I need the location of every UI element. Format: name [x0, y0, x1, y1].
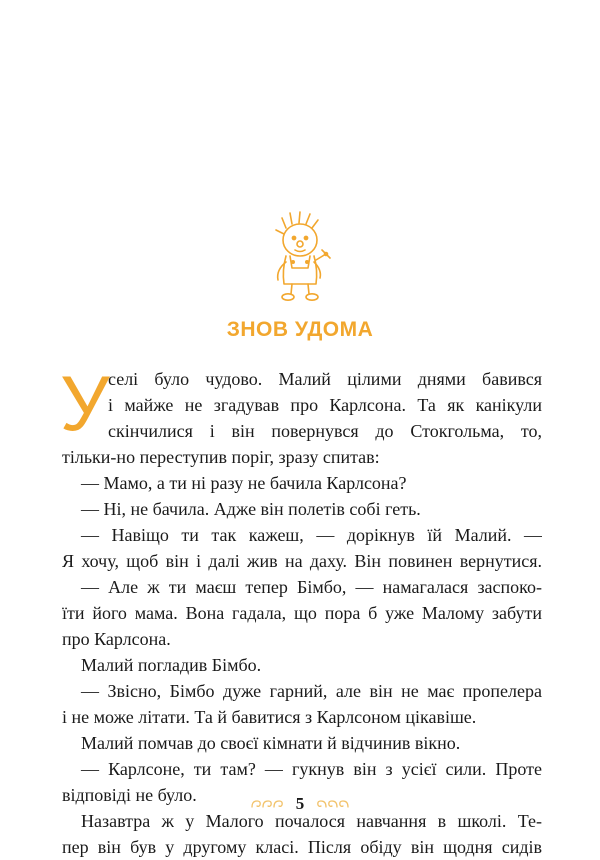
- text-line: відповіді не було.: [62, 785, 197, 805]
- text-line: — Звісно, Бімбо дуже гарний, але він не має пропелера: [81, 681, 542, 701]
- text-line: Малий помчав до своєї кімнати й відчинив вікно.: [81, 733, 461, 753]
- karlson-figure-icon: [262, 210, 338, 306]
- text-line: — Але ж ти маєш тепер Бімбо, — намагалася заспоко-: [81, 577, 542, 597]
- text-line: і не може літати. Та й бавитися з Карлсоном цікавіше.: [62, 707, 477, 727]
- text-line: про Карлсона.: [62, 629, 171, 649]
- text-line: їти його мама. Вона гадала, що пора б уже Малому забути: [62, 603, 542, 623]
- swirl-ornament-icon: [249, 797, 285, 811]
- body-text: [60, 359, 542, 860]
- text-line: — Карлсоне, ти там? — гукнув він з усієї сили. Проте: [81, 759, 542, 779]
- text-line: Я хочу, щоб він і далі жив на даху. Він повинен вернутися.: [62, 551, 542, 571]
- page-footer: [0, 793, 600, 814]
- swirl-ornament-icon: [315, 797, 351, 811]
- text-line: — Мамо, а ти ні разу не бачила Карлсона?: [81, 473, 407, 493]
- text-line: Малий погладив Бімбо.: [81, 655, 262, 675]
- text-line: — Ні, не бачила. Адже він полетів собі геть.: [81, 499, 421, 519]
- text-line: — Навіщо ти так кажеш, — дорікнув їй Малий. —: [81, 525, 542, 545]
- text-line: і майже не згадував про Карлсона. Та як канікули: [108, 395, 542, 415]
- text-line: селі було чудово. Малий цілими днями бавився: [108, 369, 542, 389]
- text-line: тільки-но переступив поріг, зразу спитав:: [62, 447, 380, 467]
- page-number: 5: [295, 793, 305, 813]
- chapter-title: ЗНОВ УДОМА: [226, 318, 374, 341]
- text-line: Назавтра ж у Малого почалося навчання в школі. Те-: [81, 811, 542, 831]
- drop-cap: У: [60, 359, 110, 447]
- text-line: пер він був у другому класі. Після обіду він щодня сидів: [62, 837, 542, 857]
- text-line: скінчилися і він повернувся до Стокгольма, то,: [108, 421, 542, 441]
